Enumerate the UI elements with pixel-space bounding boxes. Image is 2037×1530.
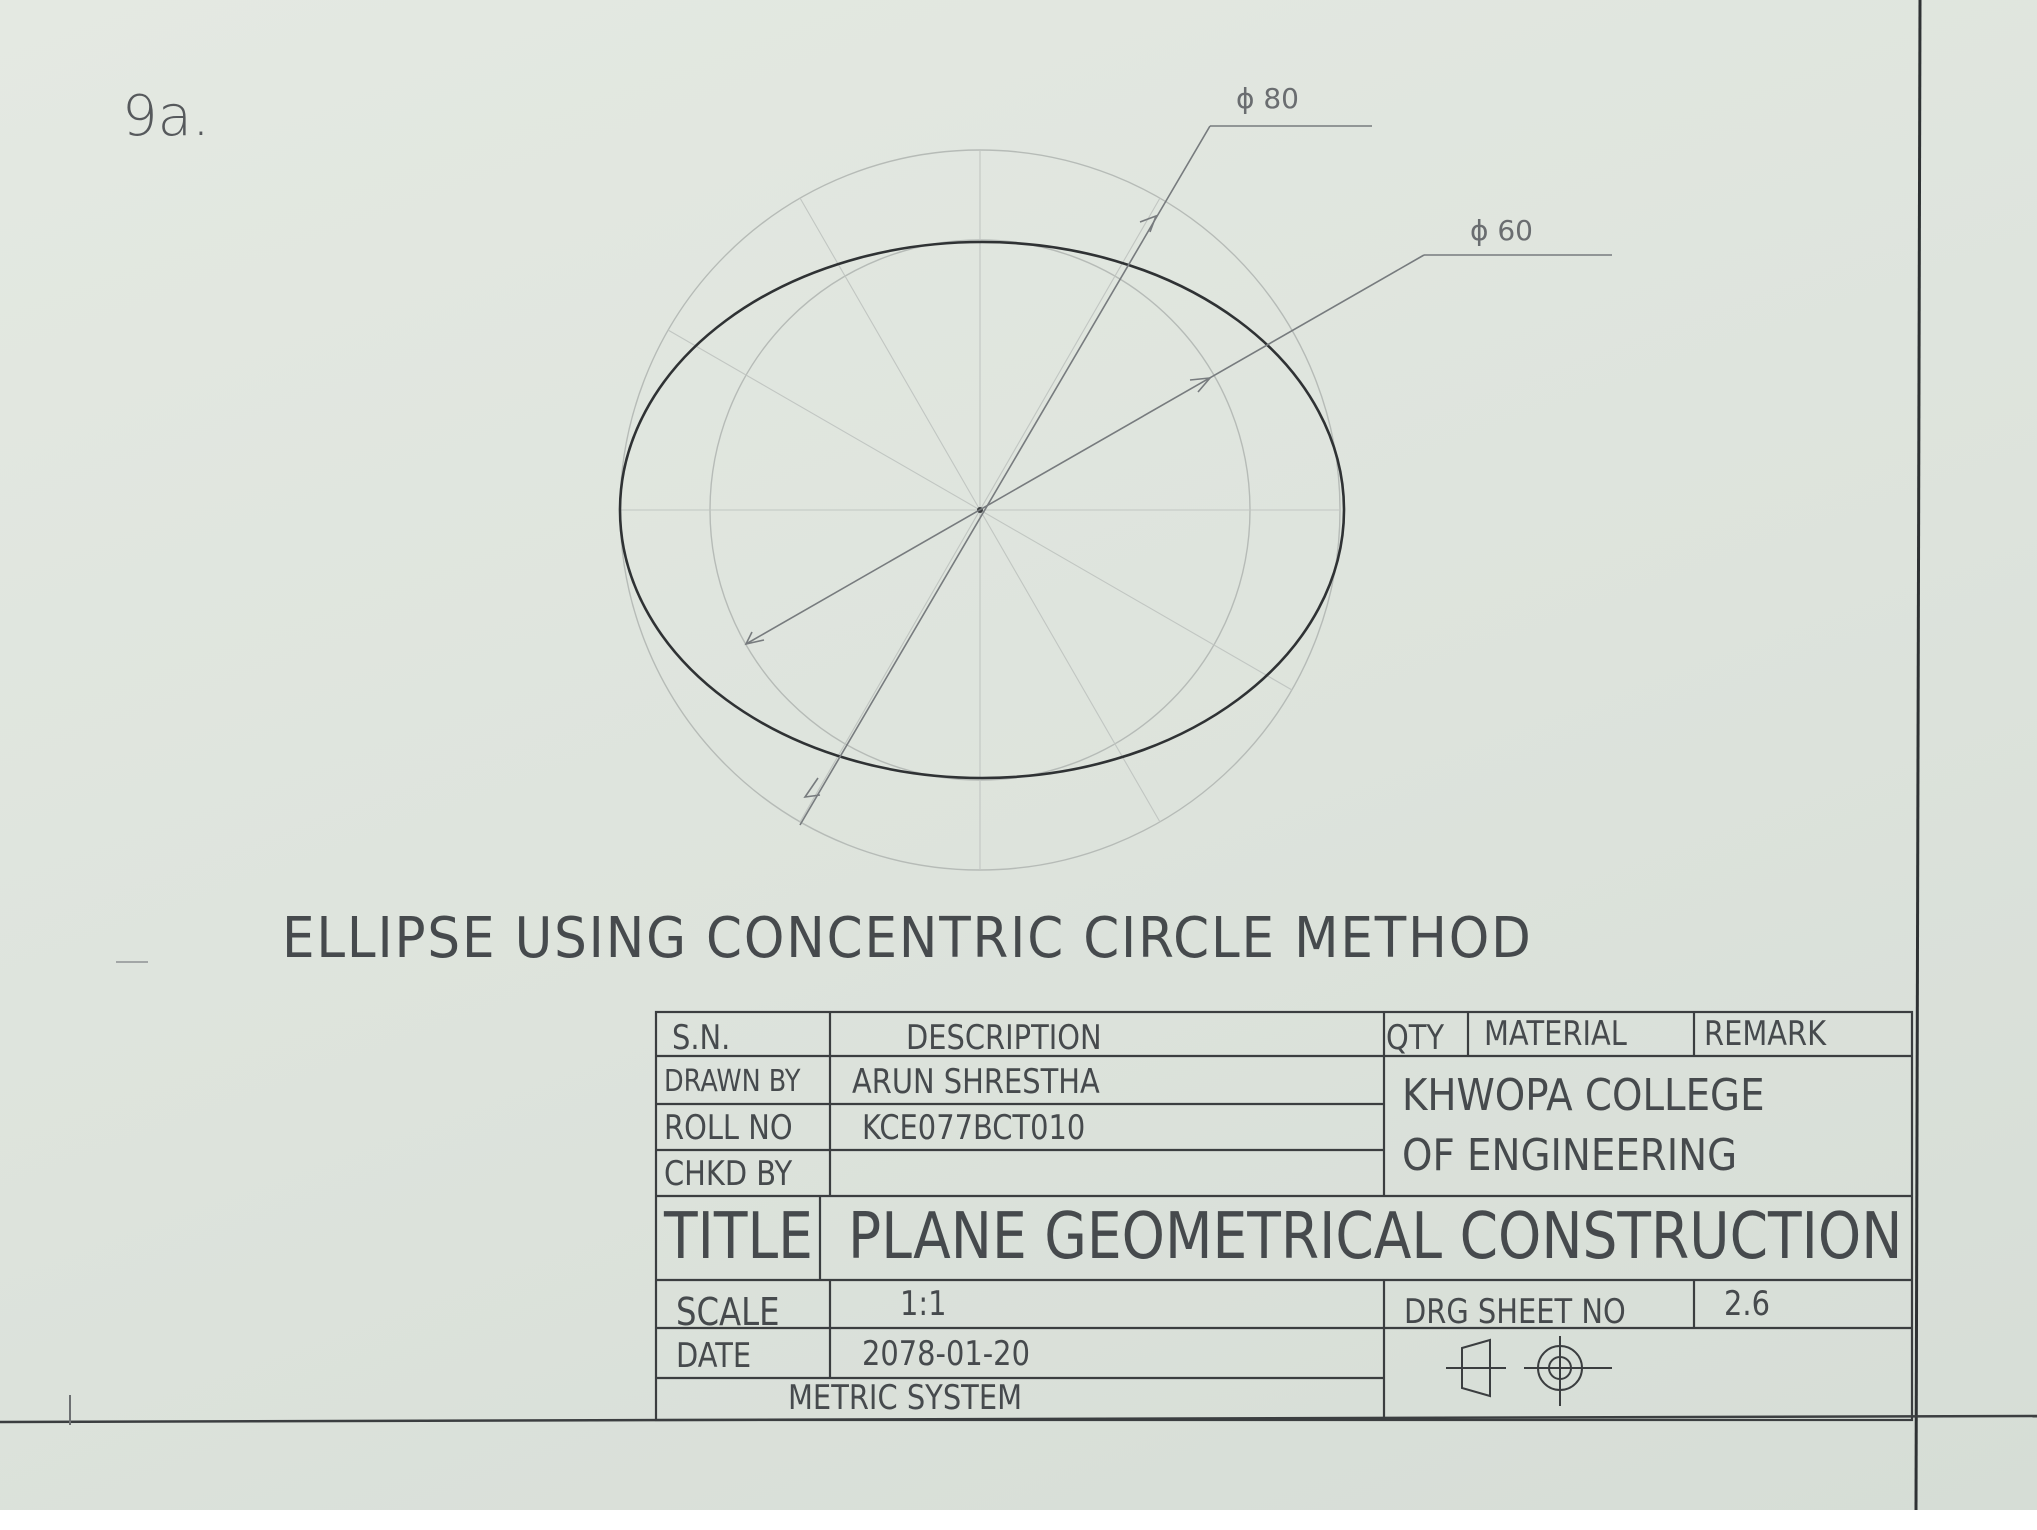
header-material: MATERIAL bbox=[1484, 1014, 1627, 1054]
college-name-line2: OF ENGINEERING bbox=[1402, 1130, 1738, 1181]
drg-sheet-number: 2.6 bbox=[1724, 1284, 1770, 1324]
drg-sheet-label: DRG SHEET NO bbox=[1404, 1292, 1626, 1332]
header-sn: S.N. bbox=[672, 1018, 731, 1058]
problem-number: 9a. bbox=[122, 84, 210, 149]
roll-no-label: ROLL NO bbox=[664, 1108, 793, 1148]
drawing-title: PLANE GEOMETRICAL CONSTRUCTION bbox=[848, 1200, 1903, 1274]
drawing-caption: ELLIPSE USING CONCENTRIC CIRCLE METHOD bbox=[282, 906, 1533, 971]
roll-no-value: KCE077BCT010 bbox=[862, 1108, 1086, 1148]
date-value: 2078-01-20 bbox=[862, 1334, 1030, 1374]
header-remark: REMARK bbox=[1704, 1014, 1827, 1054]
leader-line bbox=[746, 255, 1424, 644]
minor-diameter-label: ϕ 60 bbox=[1470, 214, 1533, 247]
unit-system: METRIC SYSTEM bbox=[788, 1378, 1023, 1418]
college-name-line1: KHWOPA COLLEGE bbox=[1402, 1070, 1765, 1121]
major-diameter-label: ϕ 80 bbox=[1236, 82, 1299, 115]
drawn-by-value: ARUN SHRESTHA bbox=[852, 1062, 1100, 1102]
drawn-by-label: DRAWN BY bbox=[664, 1064, 801, 1099]
header-qty: QTY bbox=[1386, 1018, 1445, 1058]
header-description: DESCRIPTION bbox=[906, 1018, 1102, 1058]
scale-value: 1:1 bbox=[900, 1284, 947, 1324]
date-label: DATE bbox=[676, 1336, 752, 1376]
major-diameter-leader bbox=[800, 126, 1372, 825]
title-label: TITLE bbox=[664, 1200, 813, 1274]
checked-by-label: CHKD BY bbox=[664, 1154, 793, 1194]
scale-label: SCALE bbox=[676, 1290, 780, 1334]
first-angle-projection-icon bbox=[1446, 1336, 1612, 1406]
sheet-border-right bbox=[1916, 0, 1920, 1510]
